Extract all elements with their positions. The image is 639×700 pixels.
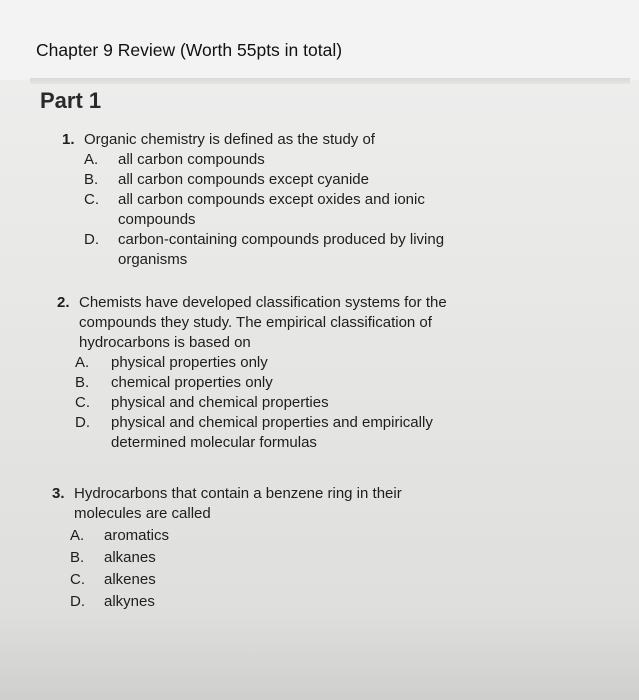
question-stem: [52, 484, 472, 524]
question-number: 3.: [52, 485, 65, 502]
option-letter: B.: [84, 171, 99, 188]
question-1: [62, 130, 502, 270]
question-stem: [57, 293, 502, 353]
option-letter: C.: [70, 571, 85, 588]
option-text: all carbon compounds except cyanide: [118, 171, 369, 188]
question-number: 2.: [57, 294, 70, 311]
option-text: physical and chemical properties and empirically determined molecular formulas: [111, 414, 433, 451]
question-3: [52, 484, 472, 612]
question-text: Organic chemistry is defined as the study of: [84, 131, 375, 148]
option-text: carbon-containing compounds produced by living organisms: [118, 231, 445, 268]
question-text: Chemists have developed classification systems for the compounds they study. The empirical classification of hydrocarbons is based on: [79, 294, 447, 351]
option-letter: A.: [70, 527, 85, 544]
document-title: Chapter 9 Review (Worth 55pts in total): [36, 40, 343, 60]
option-letter: A.: [84, 151, 99, 168]
question-2: [57, 293, 502, 453]
option-text: physical properties only: [111, 354, 268, 371]
question-number: 1.: [62, 131, 75, 148]
option-text: alkenes: [104, 571, 156, 588]
option-letter: D.: [84, 231, 99, 248]
option-text: alkanes: [104, 549, 156, 566]
question-text: Hydrocarbons that contain a benzene ring in their molecules are called: [74, 485, 402, 522]
option-letter: A.: [75, 354, 90, 371]
option-d: [75, 413, 502, 453]
option-a: [84, 150, 502, 170]
option-a: [70, 526, 472, 546]
option-c: [70, 570, 472, 590]
photo-shadow: [0, 610, 639, 700]
option-b: [75, 373, 502, 393]
option-text: physical and chemical properties: [111, 394, 329, 411]
header-divider: [30, 78, 630, 84]
option-c: [84, 190, 502, 230]
option-letter: B.: [70, 549, 85, 566]
option-text: aromatics: [104, 527, 170, 544]
option-text: all carbon compounds: [118, 151, 265, 168]
option-b: [84, 170, 502, 190]
part-heading: Part 1: [40, 88, 102, 113]
option-d: [84, 230, 502, 270]
option-letter: C.: [75, 394, 90, 411]
option-c: [75, 393, 502, 413]
option-b: [70, 548, 472, 568]
option-letter: C.: [84, 191, 99, 208]
option-letter: D.: [70, 593, 85, 610]
option-text: chemical properties only: [111, 374, 273, 391]
option-text: alkynes: [104, 593, 155, 610]
option-text: all carbon compounds except oxides and ionic compounds: [118, 191, 425, 228]
option-letter: B.: [75, 374, 90, 391]
option-a: [75, 353, 502, 373]
option-letter: D.: [75, 414, 90, 431]
option-d: [70, 592, 472, 612]
question-stem: [62, 130, 502, 150]
